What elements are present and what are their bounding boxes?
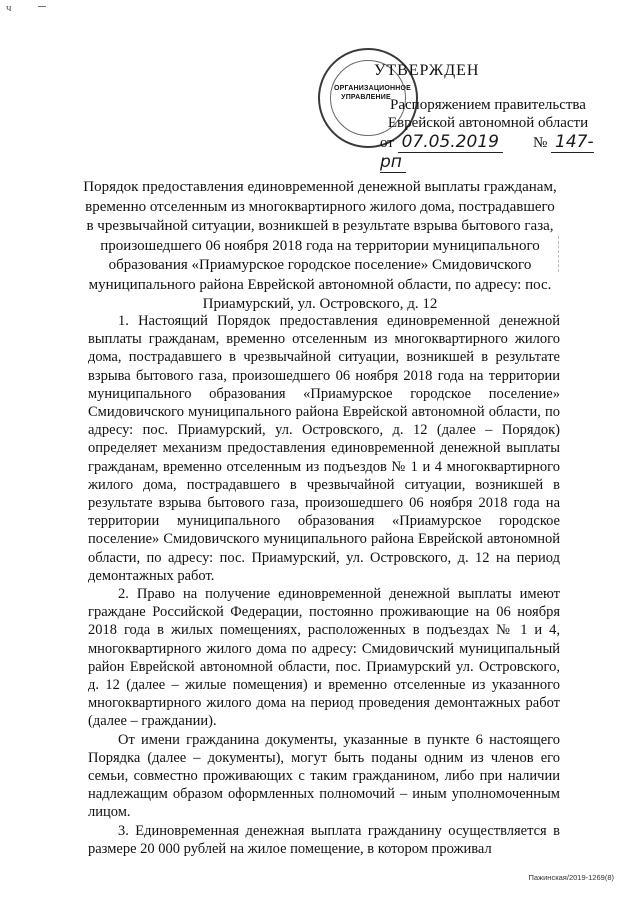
paragraph-3: От имени гражданина документы, указанные в пункте 6 настоящего Порядка (далее – документы), могут быть поданы одним из членов его семьи, совместно проживающих с таким гражданином, либо при наличии надлежащим образом оформленных полномочий – иным уполномоченным лицом. — [88, 731, 560, 821]
date-prefix: от — [380, 135, 394, 151]
date-number-line — [380, 132, 618, 172]
issuer-line-1: Распоряжением правительства — [390, 97, 586, 113]
document-body — [88, 312, 560, 858]
stamp-org-text: ОРГАНИЗАЦИОННОЕ УПРАВЛЕНИЕ — [334, 85, 412, 101]
dash-mark — [38, 6, 46, 7]
document-title: Порядок предоставления единовременной денежной выплаты гражданам, временно отселенным из многоквартирного жилого дома, пострадавшего в чрезвычайной ситуации, возникшей в результате взрыва бытового газа, произошедшего 06 ноября 2018 года на территории муниципального образования «Приамурское городское поселение» Смидовичского муниципального района Еврейской автономной области, по адресу: пос. Приамурский, ул. Островского, д. 12 — [83, 179, 557, 312]
number-value: 147-рп — [380, 132, 594, 172]
paragraph-1: 1. Настоящий Порядок предоставления единовременной денежной выплаты гражданам, временно отселенным из многоквартирного жилого дома, пострадавшего в чрезвычайной ситуации, возникшей в результате взрыва бытового газа, произошедшего 06 ноября 2018 года на территории муниципального образования «Приамурское городское поселение» Смидовичского муниципального района Еврейской автономной области, по адресу: пос. Приамурский, ул. Островского, д. 12 (далее – Порядок) определяет механизм предоставления единовременной денежной выплаты гражданам, временно отселенным из подъездов № 1 и 4 многоквартирного жилого дома, пострадавшего в чрезвычайной ситуации, возникшей в результате взрыва бытового газа, произошедшего 06 ноября 2018 года на территории муниципального образования «Приамурское городское поселение» Смидовичского муниципального района Еврейской автономной области, по адресу: пос. Приамурский, ул. Островского, д. 12 на период демонтажных работ. — [88, 313, 560, 584]
issuer-line-2: Еврейской автономной области — [387, 115, 589, 131]
issuer — [368, 96, 608, 132]
margin-ticks — [558, 236, 561, 272]
paragraph-2: 2. Право на получение единовременной денежной выплаты имеют граждане Российской Федерации, постоянно проживающие на 06 ноября 2018 года в жилых помещениях, расположенных в подъездах № 1 и 4, многоквартирного жилого дома по адресу: Смидовичский муниципальный район Еврейской автономной области, пос. Приамурский ул. Островского, д. 12 (далее – жилые помещения) и временно отселенные из указанного многоквартирного жилого дома на период проведения демонтажных работ (далее – граждании). — [88, 586, 560, 730]
number-label: № — [532, 135, 548, 151]
date-value: 07.05.2019 — [398, 132, 503, 153]
footer-code: Пажинская/2019-1269(8) — [528, 873, 614, 882]
corner-mark: ч — [6, 2, 12, 14]
approval-block — [318, 48, 618, 172]
approved-title: УТВЕРЖДЕН — [374, 62, 480, 79]
paragraph-4: 3. Единовременная денежная выплата гражданину осуществляется в размере 20 000 рублей на жилое помещение, в котором проживал — [88, 822, 560, 857]
